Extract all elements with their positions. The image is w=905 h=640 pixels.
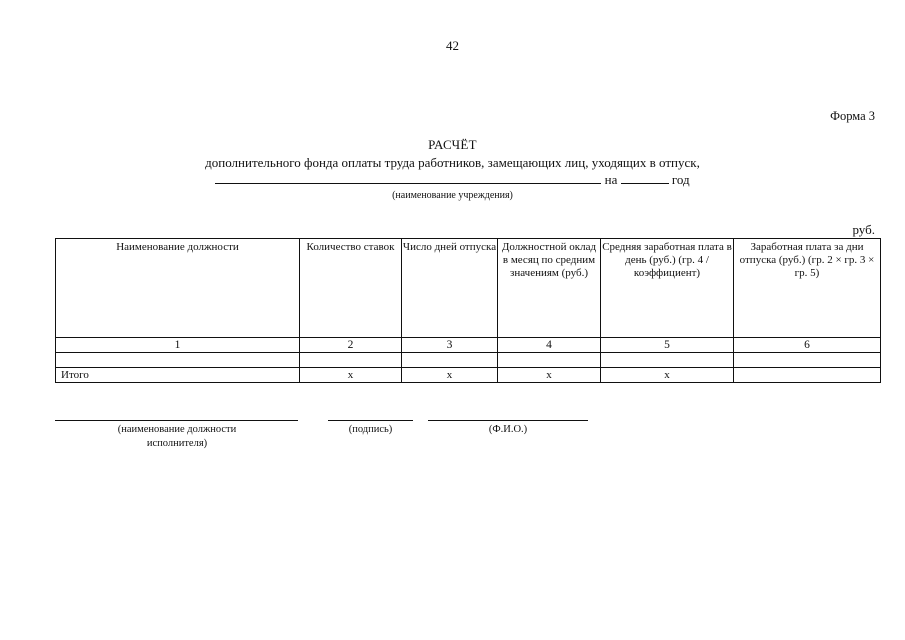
header-vacation-days: Число дней отпуска: [402, 239, 498, 338]
year-prefix: на: [604, 172, 618, 187]
header-daily-wage: Средняя заработная плата в день (руб.) (гр. 4 / коэффициент): [601, 239, 734, 338]
year-suffix: год: [671, 172, 690, 187]
column-number: 4: [498, 338, 601, 353]
table-row: [56, 353, 881, 368]
column-number-row: [56, 338, 881, 353]
header-rate-count: Количество ставок: [300, 239, 402, 338]
position-signature-line: [55, 420, 298, 421]
table-cell: [601, 353, 734, 368]
table-cell: [402, 353, 498, 368]
column-number: 2: [300, 338, 402, 353]
table-cell: [300, 353, 402, 368]
total-label: Итого: [56, 368, 300, 383]
header-monthly-salary: Должностной оклад в месяц по средним значениям (руб.): [498, 239, 601, 338]
total-row: [56, 368, 881, 383]
document-title: РАСЧЁТ: [428, 137, 477, 152]
signature-line: [328, 420, 413, 421]
column-number: 6: [734, 338, 881, 353]
total-cell: x: [300, 368, 402, 383]
position-caption: (наименование должности исполнителя): [117, 424, 237, 449]
name-signature-line: [428, 420, 588, 421]
institution-year-line: [0, 172, 905, 188]
total-cell: [734, 368, 881, 383]
column-number: 3: [402, 338, 498, 353]
table-cell: [734, 353, 881, 368]
currency-label: руб.: [852, 222, 875, 237]
total-cell: x: [402, 368, 498, 383]
table-cell: [56, 353, 300, 368]
header-vacation-pay: Заработная плата за дни отпуска (руб.) (гр. 2 × гр. 3 × гр. 5): [734, 239, 881, 338]
calculation-table: [55, 238, 881, 383]
total-cell: x: [498, 368, 601, 383]
form-label: Форма 3: [830, 109, 875, 123]
institution-blank: [215, 172, 601, 184]
column-number: 1: [56, 338, 300, 353]
signature-caption: (подпись): [348, 424, 393, 435]
document-subtitle: дополнительного фонда оплаты труда работников, замещающих лиц, уходящих в отпуск,: [205, 155, 700, 170]
institution-caption: (наименование учреждения): [392, 190, 513, 201]
year-blank: [621, 172, 669, 184]
table-header-row: [56, 239, 881, 338]
name-caption: (Ф.И.О.): [488, 424, 528, 435]
column-number: 5: [601, 338, 734, 353]
table-cell: [498, 353, 601, 368]
header-position: Наименование должности: [56, 239, 300, 338]
page-number: 42: [446, 38, 459, 53]
total-cell: x: [601, 368, 734, 383]
